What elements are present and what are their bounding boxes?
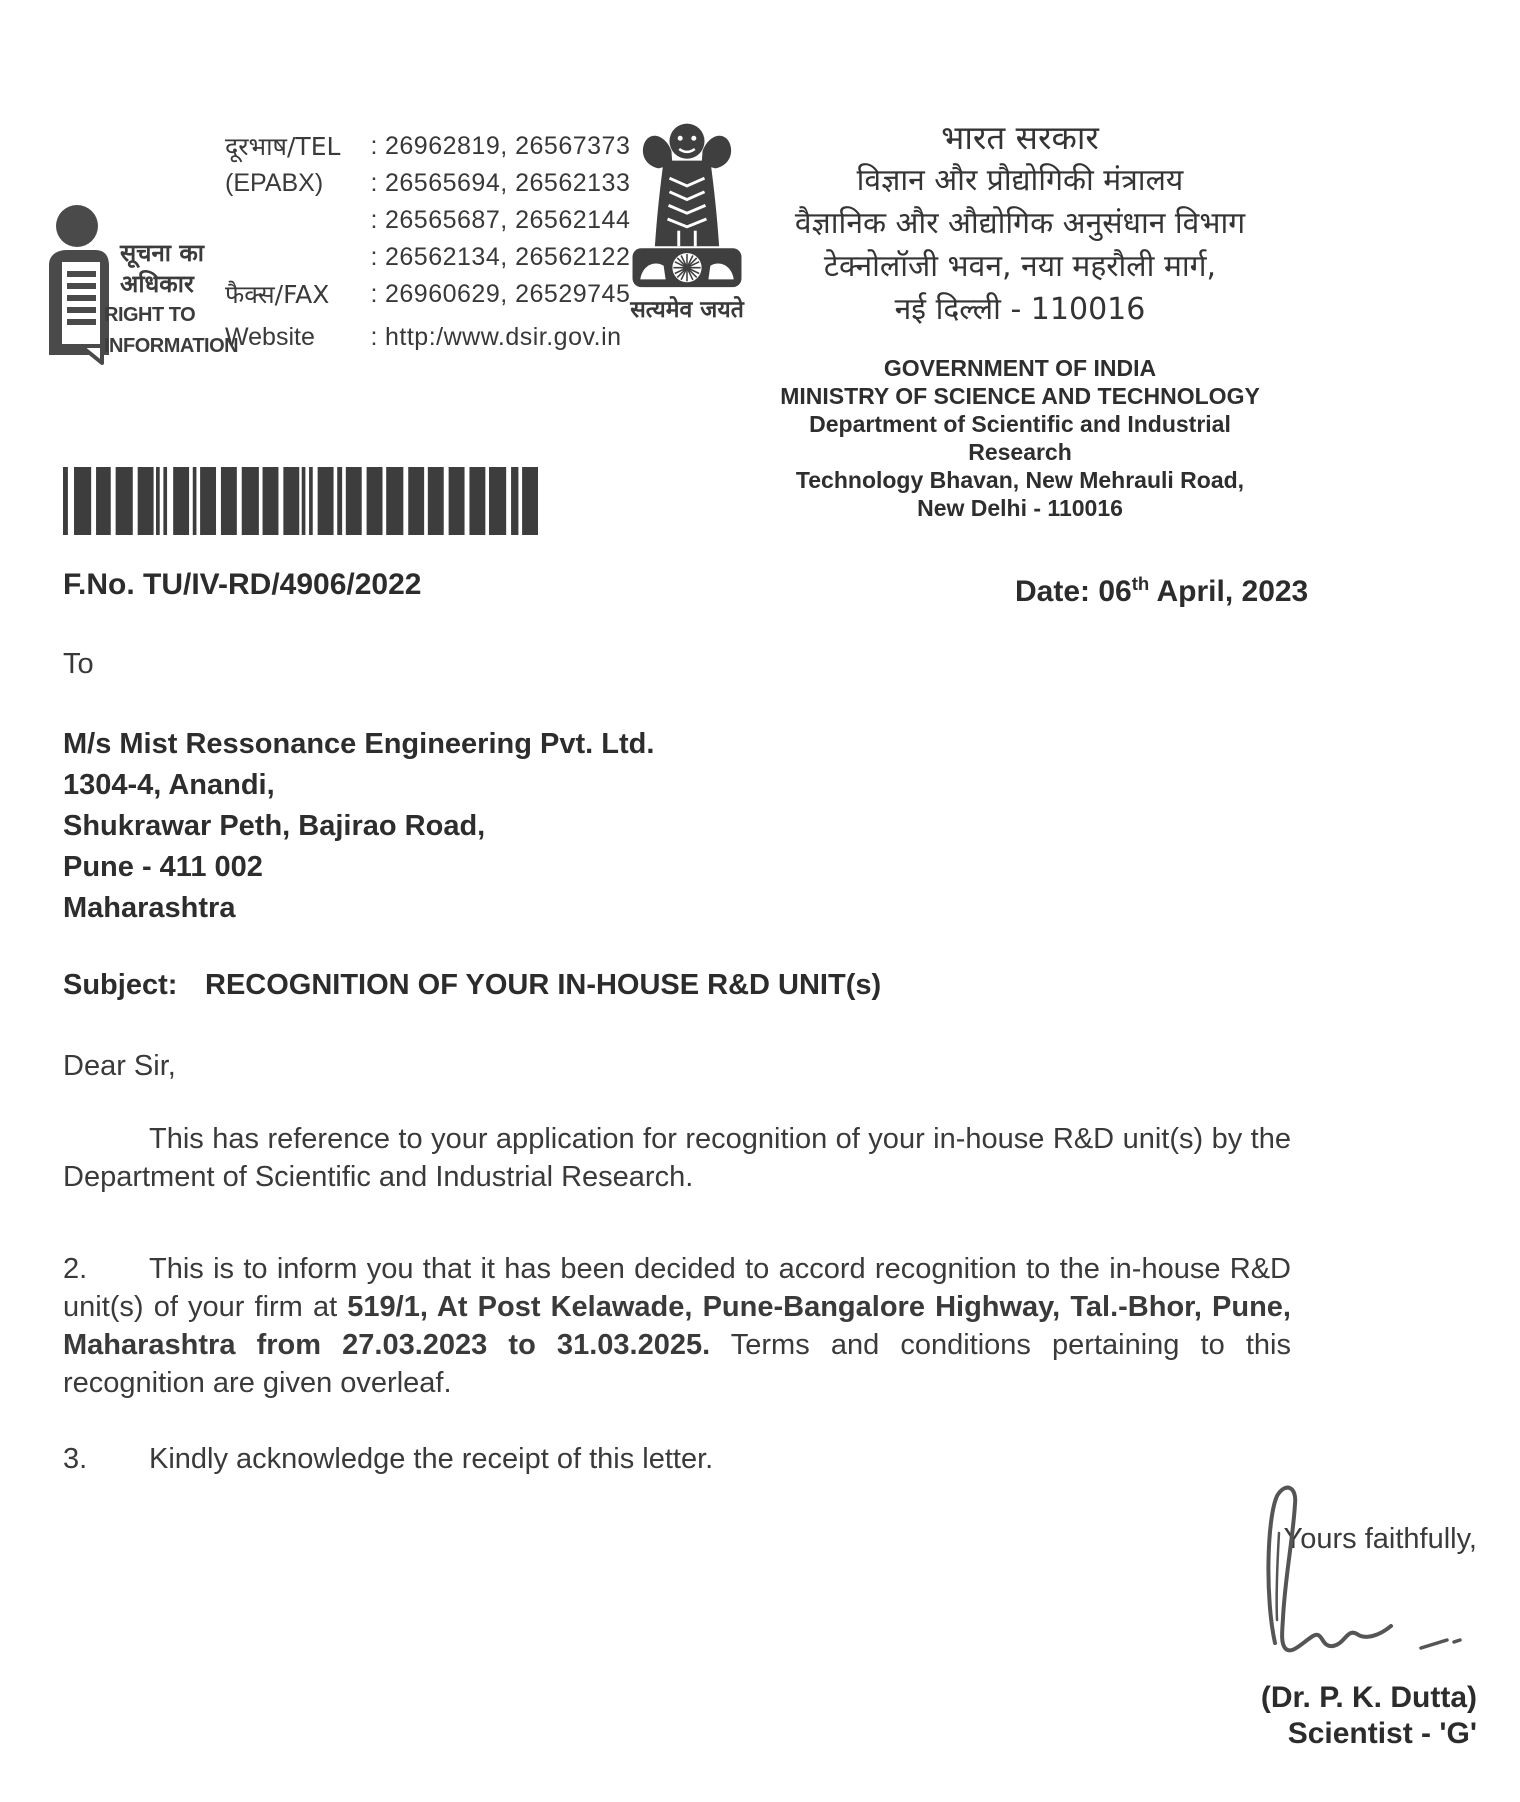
- address-line: Technology Bhavan, New Mehrauli Road,: [795, 467, 1245, 493]
- ministry-english-block: [760, 354, 1280, 522]
- contact-label: [225, 202, 363, 239]
- recipient-line: Maharashtra: [63, 892, 236, 924]
- contact-label: (EPABX): [225, 169, 324, 197]
- date-ordinal: th: [1131, 573, 1150, 594]
- recipient-line: Pune - 411 002: [63, 851, 263, 883]
- rti-english-line2: INFORMATION: [104, 335, 239, 357]
- paragraph-number: 2.: [63, 1253, 88, 1285]
- contact-row-epabx: [225, 165, 630, 202]
- recipient-line: M/s Mist Ressonance Engineering Pvt. Ltd.: [63, 728, 655, 760]
- recipient-line: Shukrawar Peth, Bajirao Road,: [63, 810, 486, 842]
- ministry-hindi-line: वैज्ञानिक और औद्योगिक अनुसंधान विभाग: [794, 206, 1246, 241]
- contact-separator: :: [370, 323, 378, 351]
- subject-line: [63, 969, 881, 1002]
- contact-label: फैक्स/FAX: [225, 280, 330, 309]
- contact-row-website: [225, 319, 630, 356]
- date-prefix: Date: 06: [1015, 575, 1132, 608]
- ministry-hindi-line: नई दिल्ली - 110016: [894, 292, 1146, 327]
- contact-separator: :: [370, 206, 378, 234]
- rti-hindi-line1: सूचना का: [120, 239, 205, 267]
- contact-row-tel: [225, 128, 630, 165]
- contact-row-phone4: [225, 239, 630, 276]
- paragraph-2-text: Terms and conditions pertaining to this recognition are given overleaf.: [63, 1329, 1291, 1399]
- india-emblem-icon: [627, 112, 747, 297]
- paragraph-1: This has reference to your application for recognition of your in-house R&D unit(s) by the Department of Scientific and Industrial Research.: [63, 1123, 1291, 1193]
- contact-row-phone3: [225, 202, 630, 239]
- emblem-motto: सत्यमेव जयते: [630, 297, 744, 323]
- recognized-address-bold: 519/1, At Post Kelawade, Pune-Bangalore Highway, Tal.-Bhor, Pune, Maharashtra from 27.03.2023 to 31.03.2025.: [63, 1291, 1291, 1361]
- contact-row-fax: [225, 276, 630, 313]
- recipient-line: 1304-4, Anandi,: [63, 769, 275, 801]
- contact-block: [225, 128, 630, 356]
- signature-icon: [1205, 1478, 1465, 1693]
- paragraph-3-text: Kindly acknowledge the receipt of this letter.: [149, 1443, 714, 1475]
- ministry-hindi-line: विज्ञान और प्रौद्योगिकी मंत्रालय: [856, 163, 1184, 198]
- contact-label: Website: [225, 323, 315, 351]
- date-suffix: April, 2023: [1149, 575, 1309, 608]
- signatory-name: (Dr. P. K. Dutta): [1260, 1681, 1477, 1714]
- rti-caption: [104, 238, 238, 362]
- subject-label: Subject:: [63, 969, 178, 1001]
- closing: Yours faithfully,: [1283, 1523, 1477, 1555]
- contact-value: 26960629, 26529745: [385, 280, 631, 308]
- govt-of-india-hindi: भारत सरकार: [941, 118, 1099, 157]
- ministry-hindi-block: [760, 116, 1280, 331]
- signatory-title: Scientist - 'G': [1287, 1717, 1477, 1750]
- paragraph-3: [63, 1440, 1291, 1478]
- barcode: [63, 467, 538, 535]
- contact-separator: :: [370, 280, 378, 308]
- contact-value: 26565694, 26562133: [385, 169, 631, 197]
- contact-value: 26562134, 26562122: [385, 243, 631, 271]
- website-url: http:/www.dsir.gov.in: [385, 323, 622, 351]
- rti-english-line1: RIGHT TO: [104, 304, 196, 326]
- rti-hindi-line2: अधिकार: [120, 270, 194, 298]
- paragraph-number: 3.: [63, 1443, 88, 1475]
- contact-separator: :: [370, 169, 378, 197]
- file-number: F.No. TU/IV-RD/4906/2022: [63, 568, 422, 601]
- subject-text: RECOGNITION OF YOUR IN-HOUSE R&D UNIT(s): [205, 969, 882, 1001]
- contact-value: 26565687, 26562144: [385, 206, 631, 234]
- department-name: Department of Scientific and Industrial Research: [809, 411, 1231, 465]
- govt-of-india: GOVERNMENT OF INDIA: [883, 355, 1157, 381]
- ministry-name: MINISTRY OF SCIENCE AND TECHNOLOGY: [780, 383, 1260, 409]
- paragraph-2: [63, 1250, 1291, 1402]
- contact-label: दूरभाष/TEL: [225, 132, 341, 161]
- contact-separator: :: [370, 132, 378, 160]
- to-label: To: [63, 648, 94, 680]
- ministry-hindi-line: टेक्नोलॉजी भवन, नया महरौली मार्ग,: [823, 249, 1217, 284]
- contact-value: 26962819, 26567373: [385, 132, 631, 160]
- paragraph-2-text: This is to inform you that it has been decided to accord recognition to the in-house R&D unit(s) of your firm at: [63, 1253, 1291, 1323]
- salutation: Dear Sir,: [63, 1050, 176, 1082]
- contact-label: [225, 239, 363, 276]
- contact-separator: :: [370, 243, 378, 271]
- letter-date: [1015, 573, 1308, 609]
- address-line: New Delhi - 110016: [917, 495, 1123, 521]
- recipient-address: [63, 724, 654, 929]
